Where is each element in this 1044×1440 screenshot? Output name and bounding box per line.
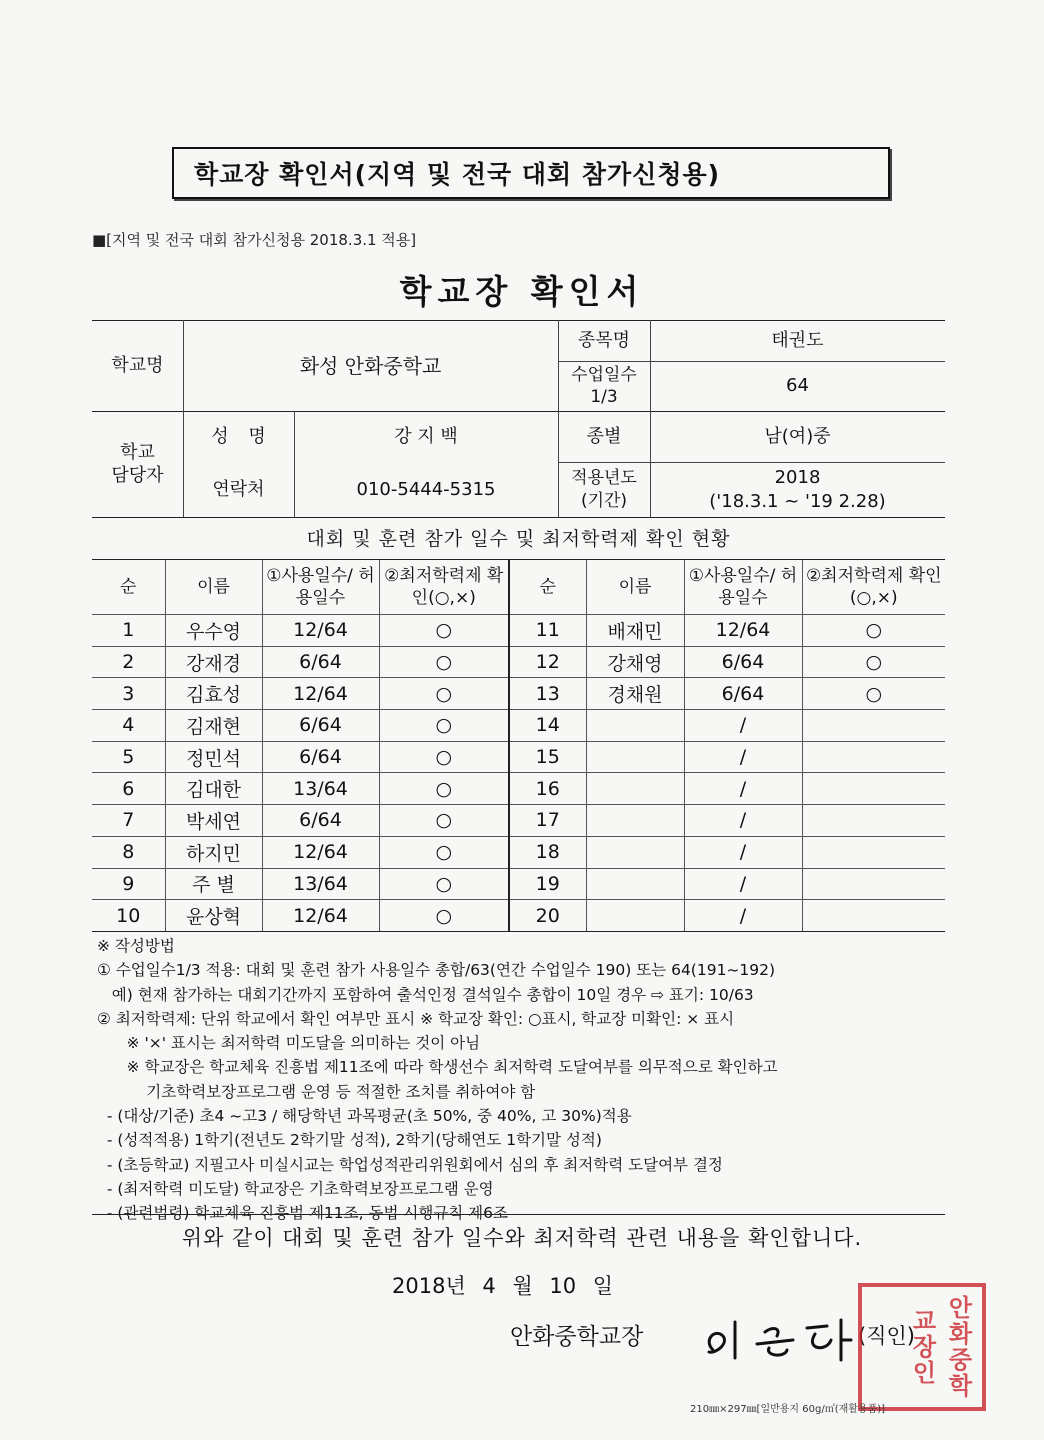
row-name-cell: 김대한 bbox=[165, 773, 262, 805]
row-no-cell: 3 bbox=[92, 678, 165, 710]
table-row bbox=[92, 900, 945, 932]
row-name-cell bbox=[586, 710, 684, 742]
row-days-cell: 6/64 bbox=[262, 741, 379, 773]
row-name-cell: 하지민 bbox=[165, 836, 262, 868]
contact-phone-value: 010-5444-5315 bbox=[356, 478, 496, 500]
apply-year-cell bbox=[650, 462, 945, 517]
table-row bbox=[92, 773, 945, 805]
principal-signature bbox=[695, 1310, 855, 1370]
header-no: 순 bbox=[509, 560, 586, 615]
row-name-cell: 김재현 bbox=[165, 710, 262, 742]
note-line: ※ 작성방법 bbox=[97, 937, 175, 955]
row-no-cell: 12 bbox=[509, 646, 586, 678]
row-name-cell bbox=[586, 836, 684, 868]
school-seal bbox=[858, 1283, 986, 1411]
document-title-box bbox=[172, 147, 890, 199]
header-days: ①사용일수/ 허용일수 bbox=[684, 560, 802, 615]
main-title: 학교장 확인서 bbox=[399, 272, 645, 311]
row-no-cell: 18 bbox=[509, 836, 586, 868]
header-no: 순 bbox=[92, 560, 165, 615]
contact-phone-label: 연락처 bbox=[212, 478, 265, 500]
row-check-cell: ○ bbox=[379, 773, 509, 805]
table-row bbox=[92, 805, 945, 837]
note-line: 예) 현재 참가하는 대회기간까지 포함하여 출석인정 결석일수 총합이 10일 경우 ⇨ 표기: 10/63 bbox=[97, 985, 754, 1004]
header-days: ①사용일수/ 허용일수 bbox=[262, 560, 379, 615]
row-check-cell bbox=[802, 868, 945, 900]
row-name-cell: 배재민 bbox=[586, 615, 684, 647]
row-name-cell: 우수영 bbox=[165, 615, 262, 647]
row-days-cell: 12/64 bbox=[262, 836, 379, 868]
row-no-cell: 9 bbox=[92, 868, 165, 900]
row-days-cell: / bbox=[684, 900, 802, 932]
apply-period-value: ('18.3.1 ~ '19 2.28) bbox=[709, 490, 886, 512]
row-days-cell: 12/64 bbox=[262, 615, 379, 647]
note-line: ※ '×' 표시는 최저학력 미도달을 의미하는 것이 아님 bbox=[97, 1034, 481, 1053]
header-check: ②최저학력제 확인(○,×) bbox=[802, 560, 945, 615]
row-name-cell: 강채영 bbox=[586, 646, 684, 678]
row-name-cell bbox=[586, 741, 684, 773]
row-no-cell: 11 bbox=[509, 615, 586, 647]
row-no-cell: 20 bbox=[509, 900, 586, 932]
row-name-cell bbox=[586, 773, 684, 805]
row-days-cell: / bbox=[684, 710, 802, 742]
class-days-value: 64 bbox=[786, 375, 809, 397]
confirm-date: 2018년 4 월 10 일 bbox=[392, 1274, 614, 1298]
row-check-cell: ○ bbox=[379, 900, 509, 932]
document-title: 학교장 확인서(지역 및 전국 대회 참가신청용) bbox=[194, 160, 721, 189]
row-check-cell: ○ bbox=[802, 646, 945, 678]
apply-year-value: 2018 bbox=[774, 467, 821, 489]
contact-group-label: 학교 담당자 bbox=[111, 441, 164, 486]
contact-name-value: 강 지 백 bbox=[394, 425, 458, 447]
row-days-cell: / bbox=[684, 805, 802, 837]
school-name-value: 화성 안화중학교 bbox=[299, 353, 442, 378]
row-days-cell: / bbox=[684, 868, 802, 900]
status-title: 대회 및 훈련 참가 일수 및 최저학력제 확인 현황 bbox=[306, 527, 731, 550]
row-name-cell bbox=[586, 900, 684, 932]
row-no-cell: 15 bbox=[509, 741, 586, 773]
row-days-cell: 6/64 bbox=[262, 710, 379, 742]
note-line: - (관련법령) 학교체육 진흥법 제11조, 동법 시행규칙 제6조 bbox=[97, 1204, 508, 1223]
row-no-cell: 2 bbox=[92, 646, 165, 678]
row-name-cell: 박세연 bbox=[165, 805, 262, 837]
header-check: ②최저학력제 확인(○,×) bbox=[379, 560, 509, 615]
row-check-cell: ○ bbox=[379, 710, 509, 742]
row-no-cell: 19 bbox=[509, 868, 586, 900]
row-no-cell: 1 bbox=[92, 615, 165, 647]
row-check-cell bbox=[802, 805, 945, 837]
note-line: ※ 학교장은 학교체육 진흥법 제11조에 따라 학생선수 최저학력 도달여부를 의무적으로 확인하고 bbox=[97, 1058, 778, 1077]
row-days-cell: 6/64 bbox=[262, 805, 379, 837]
row-no-cell: 17 bbox=[509, 805, 586, 837]
seal-label: (직인) bbox=[858, 1324, 915, 1348]
row-check-cell: ○ bbox=[379, 678, 509, 710]
row-name-cell: 주 별 bbox=[165, 868, 262, 900]
event-value: 태권도 bbox=[771, 329, 824, 351]
row-no-cell: 16 bbox=[509, 773, 586, 805]
row-no-cell: 13 bbox=[509, 678, 586, 710]
row-days-cell: 13/64 bbox=[262, 773, 379, 805]
table-row bbox=[92, 646, 945, 678]
participation-table bbox=[92, 560, 945, 932]
row-days-cell: 12/64 bbox=[684, 615, 802, 647]
row-name-cell bbox=[586, 805, 684, 837]
table-row bbox=[92, 710, 945, 742]
row-name-cell: 윤상혁 bbox=[165, 900, 262, 932]
contact-name-label: 성 명 bbox=[211, 425, 266, 447]
row-check-cell bbox=[802, 710, 945, 742]
gender-label: 종별 bbox=[586, 425, 622, 447]
row-no-cell: 14 bbox=[509, 710, 586, 742]
row-check-cell: ○ bbox=[379, 868, 509, 900]
note-line: - (최저학력 미도달) 학교장은 기초학력보장프로그램 운영 bbox=[97, 1179, 494, 1198]
row-check-cell: ○ bbox=[379, 615, 509, 647]
table-row bbox=[92, 678, 945, 710]
row-check-cell bbox=[802, 836, 945, 868]
row-days-cell: 6/64 bbox=[684, 646, 802, 678]
note-line: - (초등학교) 지필고사 미실시교는 학업성적관리위원회에서 심의 후 최저학력 도달여부 결정 bbox=[97, 1155, 723, 1174]
row-no-cell: 6 bbox=[92, 773, 165, 805]
row-no-cell: 7 bbox=[92, 805, 165, 837]
writing-instructions bbox=[97, 934, 957, 1226]
row-name-cell: 경채원 bbox=[586, 678, 684, 710]
header-name: 이름 bbox=[165, 560, 262, 615]
row-days-cell: 6/64 bbox=[262, 646, 379, 678]
row-no-cell: 8 bbox=[92, 836, 165, 868]
row-check-cell bbox=[802, 741, 945, 773]
row-days-cell: / bbox=[684, 773, 802, 805]
school-name-label: 학교명 bbox=[111, 354, 164, 376]
row-name-cell bbox=[586, 868, 684, 900]
table-row bbox=[92, 615, 945, 647]
row-check-cell: ○ bbox=[379, 836, 509, 868]
note-line: ② 최저학력제: 단위 학교에서 확인 여부만 표시 ※ 학교장 확인: ○표시, 학교장 미확인: × 표시 bbox=[97, 1009, 735, 1028]
class-days-label: 수업일수 1/3 bbox=[571, 364, 637, 407]
confirm-statement: 위와 같이 대회 및 훈련 참가 일수와 최저학력 관련 내용을 확인합니다. bbox=[181, 1226, 863, 1250]
row-no-cell: 5 bbox=[92, 741, 165, 773]
table-row bbox=[92, 836, 945, 868]
row-days-cell: 6/64 bbox=[684, 678, 802, 710]
row-days-cell: 13/64 bbox=[262, 868, 379, 900]
row-check-cell: ○ bbox=[802, 678, 945, 710]
row-no-cell: 4 bbox=[92, 710, 165, 742]
row-name-cell: 김효성 bbox=[165, 678, 262, 710]
row-days-cell: / bbox=[684, 836, 802, 868]
note-line: 기초학력보장프로그램 운영 등 적절한 조치를 취하여야 함 bbox=[97, 1082, 536, 1101]
header-name: 이름 bbox=[586, 560, 684, 615]
row-days-cell: 12/64 bbox=[262, 900, 379, 932]
seal-text: 안화중학교장인 bbox=[908, 1295, 972, 1399]
table-header-row bbox=[92, 560, 945, 615]
row-check-cell bbox=[802, 900, 945, 932]
form-note: ■[지역 및 전국 대회 참가신청용 2018.3.1 적용] bbox=[92, 231, 417, 249]
table-row bbox=[92, 868, 945, 900]
row-check-cell: ○ bbox=[379, 741, 509, 773]
table-row bbox=[92, 741, 945, 773]
event-label: 종목명 bbox=[577, 329, 631, 351]
note-line: - (성적적용) 1학기(전년도 2학기말 성적), 2학기(당해연도 1학기말 성적) bbox=[97, 1131, 602, 1150]
row-check-cell: ○ bbox=[802, 615, 945, 647]
paper-spec-note: 210㎜×297㎜[일반용지 60g/㎡(재활용품)] bbox=[690, 1404, 886, 1415]
row-name-cell: 강재경 bbox=[165, 646, 262, 678]
apply-year-label: 적용년도 (기간) bbox=[571, 468, 637, 511]
row-check-cell: ○ bbox=[379, 646, 509, 678]
row-check-cell: ○ bbox=[379, 805, 509, 837]
note-line: - (대상/기준) 초4 ~고3 / 해당학년 과목평균(초 50%, 중 40%, 고 30%)적용 bbox=[97, 1107, 632, 1126]
row-no-cell: 10 bbox=[92, 900, 165, 932]
note-line: ① 수업일수1/3 적용: 대회 및 훈련 참가 사용일수 총합/63(연간 수업일수 190) 또는 64(191~192) bbox=[97, 961, 776, 980]
principal-title: 안화중학교장 bbox=[510, 1324, 644, 1350]
row-days-cell: / bbox=[684, 741, 802, 773]
gender-value: 남(여)중 bbox=[764, 425, 831, 447]
row-check-cell bbox=[802, 773, 945, 805]
row-days-cell: 12/64 bbox=[262, 678, 379, 710]
row-name-cell: 정민석 bbox=[165, 741, 262, 773]
